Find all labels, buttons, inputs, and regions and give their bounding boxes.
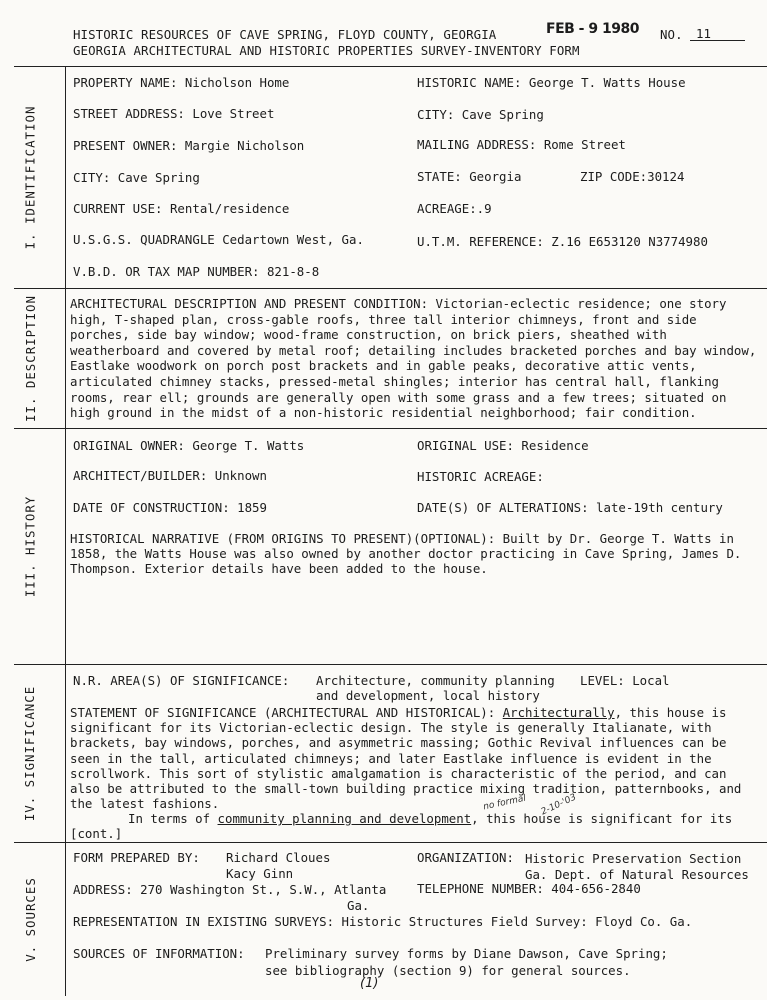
state: STATE: Georgia [417, 169, 522, 184]
owner-city: CITY: Cave Spring [73, 170, 200, 185]
statement-of-significance: STATEMENT OF SIGNIFICANCE (ARCHITECTURAL AND HISTORICAL): Architecturally, this house is significant for its Victorian-eclectic design. The style is generally Italianate, with brackets, bay windows, porches, and asymmetric massing; Gothic Revival influences can be seen in the tall, articulated chimneys; and later Eastlake influence is evident in the scrollwork. This sort of stylistic amalgamation is characteristic of the period, and can also be attributed to the small-town building practice mixing tradition, patternbooks, and the latest fashions. [70, 705, 742, 812]
section-label-identification: I. IDENTIFICATION [22, 105, 38, 249]
divider [14, 842, 767, 843]
community-planning-paragraph: In terms of community planning and development, this house is significant for its [128, 811, 733, 826]
divider [14, 288, 767, 289]
acreage: ACREAGE:.9 [417, 201, 492, 216]
preparer-name: Richard Cloues [226, 850, 331, 865]
present-owner: PRESENT OWNER: Margie Nicholson [73, 138, 305, 153]
form-subtitle: GEORGIA ARCHITECTURAL AND HISTORIC PROPERTIES SURVEY-INVENTORY FORM [73, 43, 580, 58]
divider [14, 66, 767, 67]
mailing-address: MAILING ADDRESS: Rome Street [417, 137, 626, 152]
city: CITY: Cave Spring [417, 107, 544, 122]
continued-marker: [cont.] [70, 826, 123, 841]
sources-of-information: Preliminary survey forms by Diane Dawson, Cave Spring; [265, 946, 668, 961]
section-column-rule [65, 66, 66, 996]
historic-acreage: HISTORIC ACREAGE: [417, 469, 544, 484]
form-title: HISTORIC RESOURCES OF CAVE SPRING, FLOYD COUNTY, GEORGIA [73, 27, 497, 42]
areas-of-significance-cont: and development, local history [316, 688, 540, 703]
organization-label: ORGANIZATION: [417, 850, 514, 865]
existing-surveys: REPRESENTATION IN EXISTING SURVEYS: Historic Structures Field Survey: Floyd Co. Ga. [73, 914, 693, 929]
preparer-address: ADDRESS: 270 Washington St., S.W., Atlanta [73, 882, 387, 897]
preparer-name-2: Kacy Ginn [226, 866, 294, 881]
divider [14, 664, 767, 665]
architect-builder: ARCHITECT/BUILDER: Unknown [73, 468, 267, 483]
tax-map-number: V.B.D. OR TAX MAP NUMBER: 821-8-8 [73, 264, 320, 279]
section-label-significance: IV. SIGNIFICANCE [22, 685, 38, 821]
historic-name: HISTORIC NAME: George T. Watts House [417, 75, 686, 90]
organization-dept: Ga. Dept. of Natural Resources [525, 867, 749, 882]
page-number-mark: (1) [360, 976, 379, 991]
areas-of-significance: Architecture, community planning [316, 673, 555, 688]
handwritten-note: no formal [482, 793, 527, 813]
sources-of-information-cont: see bibliography (section 9) for general sources. [265, 963, 631, 978]
section-label-description: II. DESCRIPTION [22, 294, 38, 422]
form-number-label: NO. [660, 27, 683, 42]
organization: Historic Preservation Section [525, 851, 742, 866]
architectural-description: ARCHITECTURAL DESCRIPTION AND PRESENT CONDITION: Victorian-eclectic residence; one story high, T-shaped plan, cross-gable roofs, three tall interior chimneys, front and side porches, side bay window; wood-frame construction, on brick piers, sheathed with weatherboard and covered by metal roof; detailing includes bracketed porches and bay window, Eastlake woodwork on porch post brackets and in gable peaks, decorative attic vents, articulated chimney stacks, pressed-metal shingles; interior has central hall, flanking rooms, rear ell; grounds are generally open with some grass and a few trees; situated on high ground in the midst of a non-historic residential neighborhood; fair condition. [70, 296, 757, 421]
historical-narrative: HISTORICAL NARRATIVE (FROM ORIGINS TO PRESENT)(OPTIONAL): Built by Dr. George T. Watts in 1858, the Watts House was also owned by another doctor practicing in Cave Spring, James D. Thompson. Exterior details have been added to the house. [70, 531, 742, 577]
significance-level: LEVEL: Local [580, 673, 670, 688]
section-label-sources: V. SOURCES [22, 876, 38, 962]
current-use: CURRENT USE: Rental/residence [73, 201, 290, 216]
street-address: STREET ADDRESS: Love Street [73, 106, 275, 121]
alterations-date: DATE(S) OF ALTERATIONS: late-19th century [417, 500, 723, 515]
utm-reference: U.T.M. REFERENCE: Z.16 E653120 N3774980 [417, 234, 708, 249]
section-label-history: III. HISTORY [22, 495, 38, 597]
areas-of-significance-label: N.R. AREA(S) OF SIGNIFICANCE: [73, 673, 290, 688]
sources-of-information-label: SOURCES OF INFORMATION: [73, 946, 245, 961]
date-stamp: FEB - 9 1980 [546, 21, 639, 37]
preparer-address-state: Ga. [347, 898, 370, 913]
form-prepared-by-label: FORM PREPARED BY: [73, 850, 200, 865]
original-use: ORIGINAL USE: Residence [417, 438, 589, 453]
form-number-value: 11 [690, 27, 745, 41]
handwritten-date: 2-10-'03 [539, 792, 578, 818]
construction-date: DATE OF CONSTRUCTION: 1859 [73, 500, 267, 515]
original-owner: ORIGINAL OWNER: George T. Watts [73, 438, 305, 453]
zip-code: ZIP CODE:30124 [580, 169, 685, 184]
usgs-quadrangle: U.S.G.S. QUADRANGLE Cedartown West, Ga. [73, 232, 364, 247]
telephone-number: TELEPHONE NUMBER: 404-656-2840 [417, 881, 641, 896]
property-name: PROPERTY NAME: Nicholson Home [73, 75, 290, 90]
divider [14, 428, 767, 429]
